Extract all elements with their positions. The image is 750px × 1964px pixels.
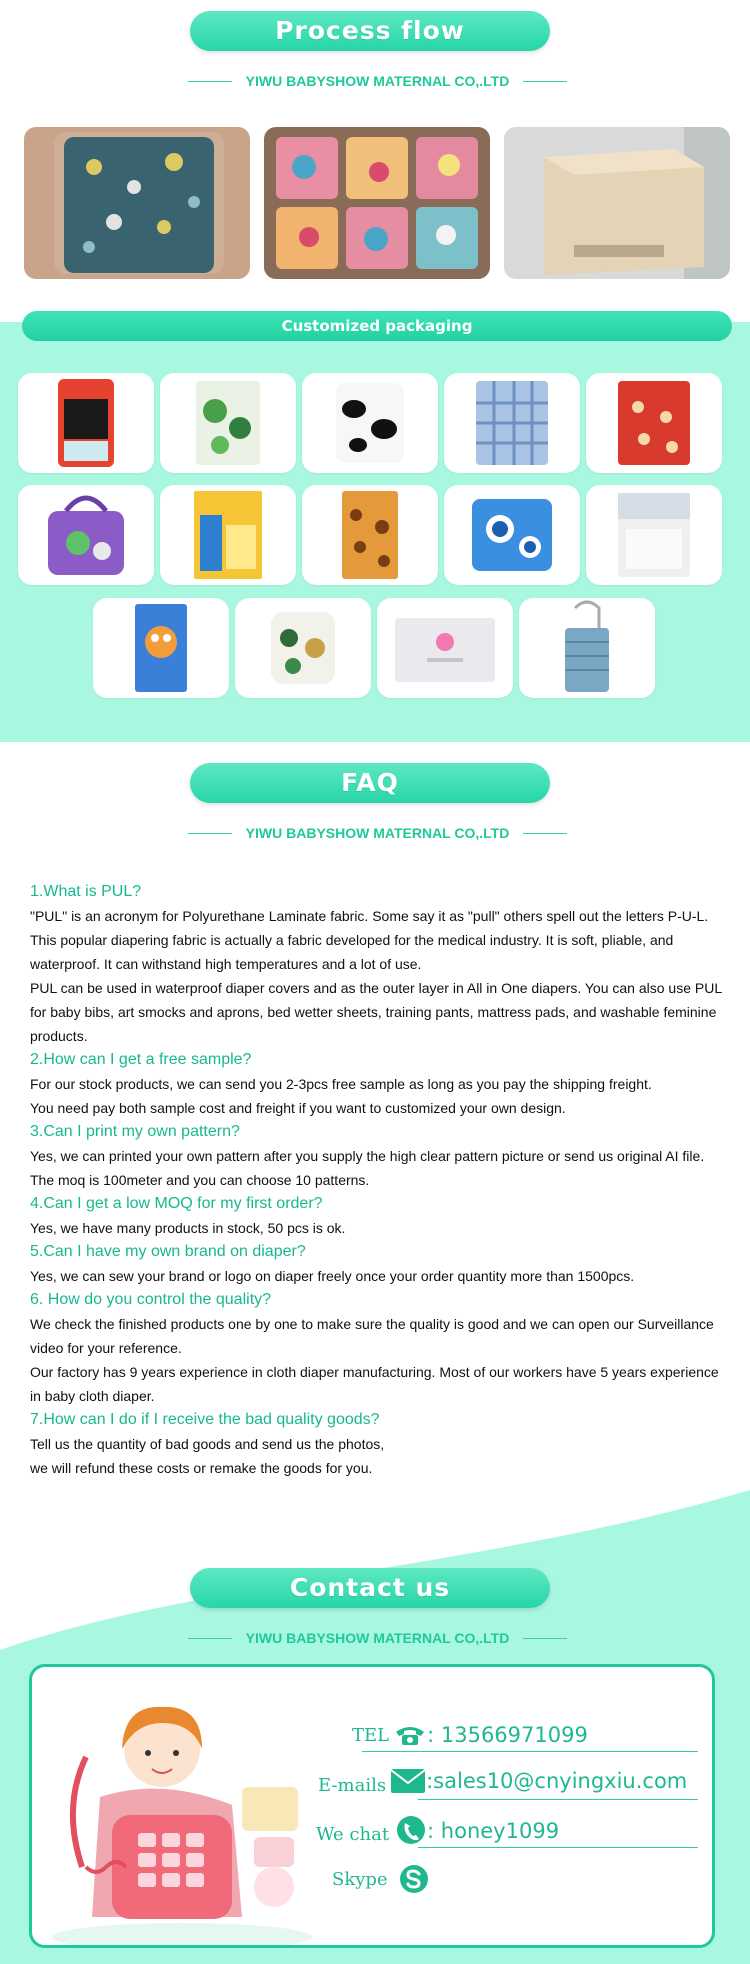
faq-title: FAQ xyxy=(190,763,550,803)
faq-list xyxy=(30,880,730,1480)
faq-answer: PUL can be used in waterproof diaper covers and as the outer layer in All in One diapers. You can also use PUL for baby bibs, art smocks and aprons, bed wetter sheets, training pants, mattress pads, and washable feminine products. xyxy=(30,980,722,1044)
divider xyxy=(188,81,232,82)
faq-answer: Tell us the quantity of bad goods and send us the photos, xyxy=(30,1436,385,1452)
skype-icon xyxy=(398,1863,430,1895)
faq-answer: Yes, we can sew your brand or logo on diaper freely once your order quantity more than 1500pcs. xyxy=(30,1268,635,1284)
package-tile xyxy=(586,373,722,473)
email-label: E-mails xyxy=(318,1775,387,1796)
faq-question: 6. How do you control the quality? xyxy=(30,1291,272,1308)
divider xyxy=(362,1751,698,1752)
faq-answer: You need pay both sample cost and freight if you want to customized your own design. xyxy=(30,1100,566,1116)
process-company-line xyxy=(175,71,580,91)
envelope-icon xyxy=(390,1768,426,1794)
faq-question: 7.How can I do if I receive the bad quality goods? xyxy=(30,1411,380,1428)
divider xyxy=(188,833,232,834)
faq-answer: in baby cloth diaper. xyxy=(30,1388,155,1404)
faq-answer: We check the finished products one by one to make sure the quality is good and we can open our Surveillance video for your reference. xyxy=(30,1316,714,1356)
contact-tel-row xyxy=(352,1723,588,1747)
operator-girl-illustration xyxy=(42,1687,342,1947)
faq-answer: Yes, we have many products in stock, 50 pcs is ok. xyxy=(30,1220,346,1236)
faq-answer: Yes, we can printed your own pattern after you supply the high clear pattern picture or send us original AI file. The moq is 100meter and you can choose 10 patterns. xyxy=(30,1148,705,1188)
process-flow-title: Process flow xyxy=(190,11,550,51)
package-tile xyxy=(586,485,722,585)
company-name: YIWU BABYSHOW MATERNAL CO,.LTD xyxy=(245,1630,510,1646)
email-value: :sales10@cnyingxiu.com xyxy=(426,1768,688,1793)
package-tile xyxy=(18,373,154,473)
faq-answer: "PUL" is an acronym for Polyurethane Laminate fabric. Some say it as "pull" others spell out the letters P-U-L. This popular diapering fabric is actually a fabric developed for the medical industry. It is soft, pliable, and waterproof. It can withstand high temperatures and a lot of use. xyxy=(30,908,709,972)
package-tile xyxy=(93,598,229,698)
contact-card xyxy=(29,1664,715,1948)
faq-company-line xyxy=(175,823,580,843)
tel-value: : 13566971099 xyxy=(427,1723,588,1747)
divider xyxy=(188,1638,232,1639)
faq-question: 2.How can I get a free sample? xyxy=(30,1051,252,1068)
skype-label: Skype xyxy=(332,1868,388,1890)
package-tile xyxy=(519,598,655,698)
divider xyxy=(418,1799,698,1800)
faq-question: 1.What is PUL? xyxy=(30,883,142,900)
package-tile xyxy=(377,598,513,698)
contact-email-row xyxy=(318,1765,687,1796)
contact-company-line xyxy=(175,1628,580,1648)
telephone-icon xyxy=(393,1723,427,1747)
package-tile xyxy=(444,485,580,585)
wechat-icon xyxy=(395,1815,427,1847)
divider xyxy=(523,81,567,82)
wechat-value: : honey1099 xyxy=(427,1819,560,1843)
tel-label: TEL xyxy=(352,1724,390,1746)
faq-question: 4.Can I get a low MOQ for my first order? xyxy=(30,1195,323,1212)
faq-answer: For our stock products, we can send you 2-3pcs free sample as long as you pay the shipping freight. xyxy=(30,1076,652,1092)
contact-title: Contact us xyxy=(190,1568,550,1608)
faq-question: 5.Can I have my own brand on diaper? xyxy=(30,1243,306,1260)
divider xyxy=(523,833,567,834)
contact-skype-row xyxy=(332,1863,430,1895)
process-photo-diapers-box xyxy=(264,127,490,279)
company-name: YIWU BABYSHOW MATERNAL CO,.LTD xyxy=(245,825,510,841)
faq-answer: Our factory has 9 years experience in cloth diaper manufacturing. Most of our workers have 5 years experience xyxy=(30,1364,719,1380)
package-tile xyxy=(302,485,438,585)
process-photo-diaper-bag xyxy=(24,127,250,279)
divider xyxy=(523,1638,567,1639)
package-tile xyxy=(18,485,154,585)
contact-wechat-row xyxy=(316,1815,559,1847)
package-tile xyxy=(235,598,371,698)
faq-answer: we will refund these costs or remake the goods for you. xyxy=(30,1460,373,1476)
company-name: YIWU BABYSHOW MATERNAL CO,.LTD xyxy=(245,73,510,89)
package-tile xyxy=(302,373,438,473)
package-tile xyxy=(160,373,296,473)
process-photo-carton xyxy=(504,127,730,279)
wechat-label: We chat xyxy=(316,1823,390,1845)
package-tile xyxy=(160,485,296,585)
divider xyxy=(418,1847,698,1848)
faq-question: 3.Can I print my own pattern? xyxy=(30,1123,240,1140)
packaging-title: Customized packaging xyxy=(22,311,732,341)
package-tile xyxy=(444,373,580,473)
